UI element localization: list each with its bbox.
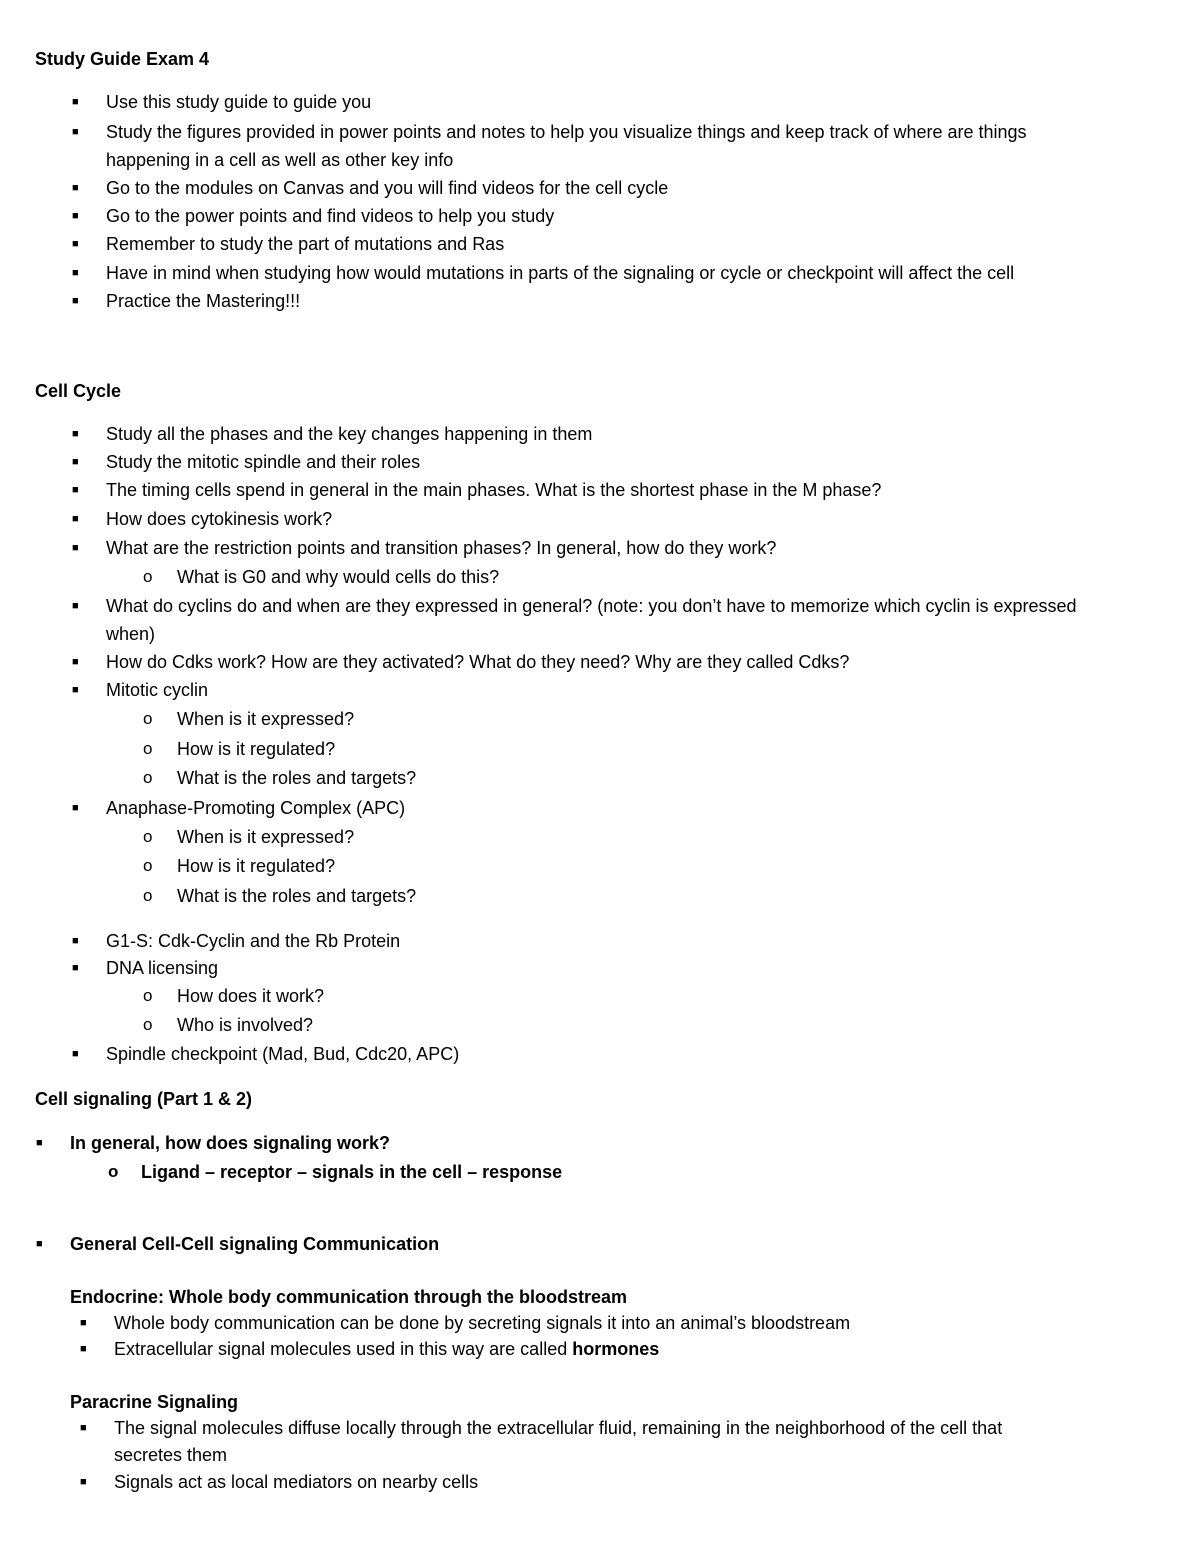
bullet-icon: ■ <box>72 210 79 222</box>
cell-cycle-item: How do Cdks work? How are they activated? What do they need? Why are they called Cdks? <box>106 652 850 672</box>
sub-bullet-icon: o <box>143 709 153 728</box>
bullet-icon: ■ <box>72 428 79 440</box>
intro-item: Study the figures provided in power points and notes to help you visualize things and keep track of where are things <box>106 122 1027 142</box>
cell-cycle-subitem: What is the roles and targets? <box>177 886 417 906</box>
sub-bullet-icon: o <box>143 827 153 846</box>
bullet-icon: ■ <box>36 1137 43 1149</box>
bullet-icon: ■ <box>72 962 79 974</box>
intro-item: Remember to study the part of mutations and Ras <box>106 234 505 254</box>
cell-cycle-subitem: What is the roles and targets? <box>177 768 417 788</box>
cell-cycle-subitem: When is it expressed? <box>177 827 355 847</box>
section-heading-cell-cycle: Cell Cycle <box>35 381 122 401</box>
bullet-icon: ■ <box>36 1238 43 1250</box>
intro-item: Practice the Mastering!!! <box>106 291 301 311</box>
section-heading-cell-signaling: Cell signaling (Part 1 & 2) <box>35 1089 253 1109</box>
bullet-icon: ■ <box>80 1476 87 1488</box>
cell-cycle-subitem: Who is involved? <box>177 1015 314 1035</box>
cell-cycle-item: Study the mitotic spindle and their roles <box>106 452 421 472</box>
bullet-icon: ■ <box>72 96 79 108</box>
cell-cycle-item-continuation: when) <box>106 624 156 644</box>
bullet-icon: ■ <box>72 1048 79 1060</box>
signaling-topic: General Cell-Cell signaling Communication <box>70 1234 440 1254</box>
cell-cycle-item: What do cyclins do and when are they expressed in general? (note: you don’t have to memorize which cyclin is expressed <box>106 596 1077 616</box>
paracrine-item: The signal molecules diffuse locally through the extracellular fluid, remaining in the neighborhood of the cell that <box>114 1418 1003 1438</box>
paracrine-item: Signals act as local mediators on nearby cells <box>114 1472 479 1492</box>
intro-item: Go to the power points and find videos to help you study <box>106 206 555 226</box>
endocrine-heading: Endocrine: Whole body communication through the bloodstream <box>70 1287 628 1307</box>
cell-cycle-item: DNA licensing <box>106 958 219 978</box>
sub-bullet-icon: o <box>108 1162 119 1181</box>
cell-cycle-item: Spindle checkpoint (Mad, Bud, Cdc20, APC) <box>106 1044 460 1064</box>
hormones-term: hormones <box>572 1339 660 1359</box>
intro-item: Have in mind when studying how would mutations in parts of the signaling or cycle or checkpoint will affect the cell <box>106 263 1015 283</box>
sub-bullet-icon: o <box>143 986 153 1005</box>
signaling-question: In general, how does signaling work? <box>70 1133 391 1153</box>
sub-bullet-icon: o <box>143 739 153 758</box>
endocrine-item: Whole body communication can be done by secreting signals it into an animal’s bloodstream <box>114 1313 851 1333</box>
bullet-icon: ■ <box>72 238 79 250</box>
bullet-icon: ■ <box>72 802 79 814</box>
signaling-answer: Ligand – receptor – signals in the cell – response <box>141 1162 563 1182</box>
bullet-icon: ■ <box>80 1422 87 1434</box>
bullet-icon: ■ <box>72 684 79 696</box>
sub-bullet-icon: o <box>143 768 153 787</box>
bullet-icon: ■ <box>72 542 79 554</box>
cell-cycle-item: How does cytokinesis work? <box>106 509 333 529</box>
cell-cycle-item: G1-S: Cdk-Cyclin and the Rb Protein <box>106 931 401 951</box>
cell-cycle-subitem: When is it expressed? <box>177 709 355 729</box>
sub-bullet-icon: o <box>143 567 153 586</box>
cell-cycle-item: What are the restriction points and transition phases? In general, how do they work? <box>106 538 777 558</box>
intro-item: Go to the modules on Canvas and you will find videos for the cell cycle <box>106 178 669 198</box>
bullet-icon: ■ <box>72 456 79 468</box>
cell-cycle-subitem: What is G0 and why would cells do this? <box>177 567 500 587</box>
bullet-icon: ■ <box>80 1343 87 1355</box>
bullet-icon: ■ <box>72 513 79 525</box>
bullet-icon: ■ <box>72 182 79 194</box>
bullet-icon: ■ <box>72 267 79 279</box>
cell-cycle-item: Study all the phases and the key changes happening in them <box>106 424 593 444</box>
bullet-icon: ■ <box>80 1317 87 1329</box>
cell-cycle-subitem: How is it regulated? <box>177 739 336 759</box>
sub-bullet-icon: o <box>143 856 153 875</box>
intro-item: Use this study guide to guide you <box>106 92 372 112</box>
page-title: Study Guide Exam 4 <box>35 49 210 69</box>
paracrine-heading: Paracrine Signaling <box>70 1392 239 1412</box>
intro-item-continuation: happening in a cell as well as other key info <box>106 150 454 170</box>
sub-bullet-icon: o <box>143 1015 153 1034</box>
endocrine-item <box>114 1337 659 1361</box>
bullet-icon: ■ <box>72 295 79 307</box>
cell-cycle-subitem: How is it regulated? <box>177 856 336 876</box>
bullet-icon: ■ <box>72 656 79 668</box>
cell-cycle-item: Mitotic cyclin <box>106 680 209 700</box>
bullet-icon: ■ <box>72 935 79 947</box>
bullet-icon: ■ <box>72 484 79 496</box>
cell-cycle-item: The timing cells spend in general in the main phases. What is the shortest phase in the M phase? <box>106 480 882 500</box>
bullet-icon: ■ <box>72 600 79 612</box>
cell-cycle-subitem: How does it work? <box>177 986 325 1006</box>
sub-bullet-icon: o <box>143 886 153 905</box>
endocrine-item-text: Extracellular signal molecules used in this way are called <box>114 1339 568 1359</box>
cell-cycle-item: Anaphase-Promoting Complex (APC) <box>106 798 406 818</box>
bullet-icon: ■ <box>72 126 79 138</box>
paracrine-item-continuation: secretes them <box>114 1445 228 1465</box>
